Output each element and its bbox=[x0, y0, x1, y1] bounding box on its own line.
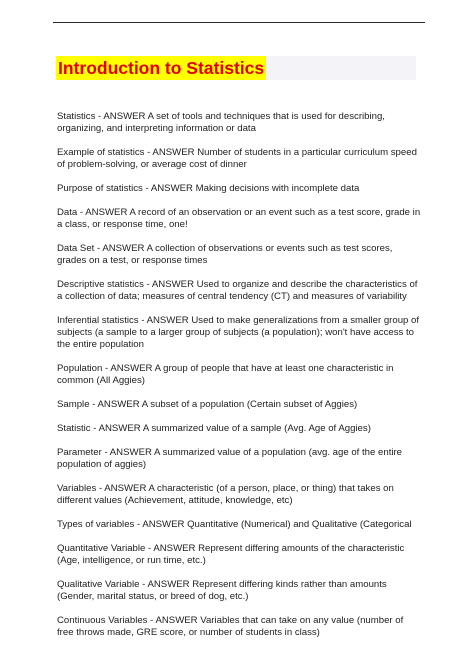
entry-statistic: Statistic - ANSWER A summarized value of a sample (Avg. Age of Aggies) bbox=[57, 423, 371, 434]
entry-qualitative-variable: Qualitative Variable - ANSWER Represent differing kinds rather than amounts (Gender, marital status, or breed of dog, etc.) bbox=[57, 579, 387, 602]
entry-population: Population - ANSWER A group of people that have at least one characteristic in common (All Aggies) bbox=[57, 363, 394, 386]
entry-parameter: Parameter - ANSWER A summarized value of a population (avg. age of the entire population of aggies) bbox=[57, 447, 403, 470]
entry-list bbox=[57, 111, 422, 651]
entry-variables: Variables - ANSWER A characteristic (of a person, place, or thing) that takes on different values (Achievement, attitude, knowledge, etc) bbox=[57, 483, 394, 506]
document-title: Introduction to Statistics bbox=[58, 58, 265, 78]
entry-continuous-variables: Continuous Variables - ANSWER Variables that can take on any value (number of free throws made, GRE score, or number of students in class) bbox=[57, 615, 404, 638]
entry-statistics: Statistics - ANSWER A set of tools and techniques that is used for describing, organizing, and interpreting information or data bbox=[57, 111, 385, 134]
entry-data-set: Data Set - ANSWER A collection of observations or events such as test scores, grades on a test, or response times bbox=[57, 243, 393, 266]
entry-types-of-variables: Types of variables - ANSWER Quantitative (Numerical) and Qualitative (Categorical bbox=[57, 519, 412, 530]
entry-purpose-of-statistics: Purpose of statistics - ANSWER Making decisions with incomplete data bbox=[57, 183, 360, 194]
entry-quantitative-variable: Quantitative Variable - ANSWER Represent differing amounts of the characteristic (Age, intelligence, or run time, etc.) bbox=[57, 543, 405, 566]
top-rule bbox=[53, 22, 425, 23]
entry-descriptive-statistics: Descriptive statistics - ANSWER Used to organize and describe the characteristics of a collection of data; measures of central tendency (CT) and measures of variability bbox=[57, 279, 418, 302]
entry-data: Data - ANSWER A record of an observation or an event such as a test score, grade in a class, or response time, one! bbox=[57, 207, 421, 230]
entry-sample: Sample - ANSWER A subset of a population (Certain subset of Aggies) bbox=[57, 399, 358, 410]
entry-inferential-statistics: Inferential statistics - ANSWER Used to make generalizations from a smaller group of subjects (a sample to a larger group of subjects (a population); won't have access to the entire population bbox=[57, 315, 420, 350]
entry-example-of-statistics: Example of statistics - ANSWER Number of students in a particular curriculum speed of problem-solving, or average cost of dinner bbox=[57, 147, 417, 170]
